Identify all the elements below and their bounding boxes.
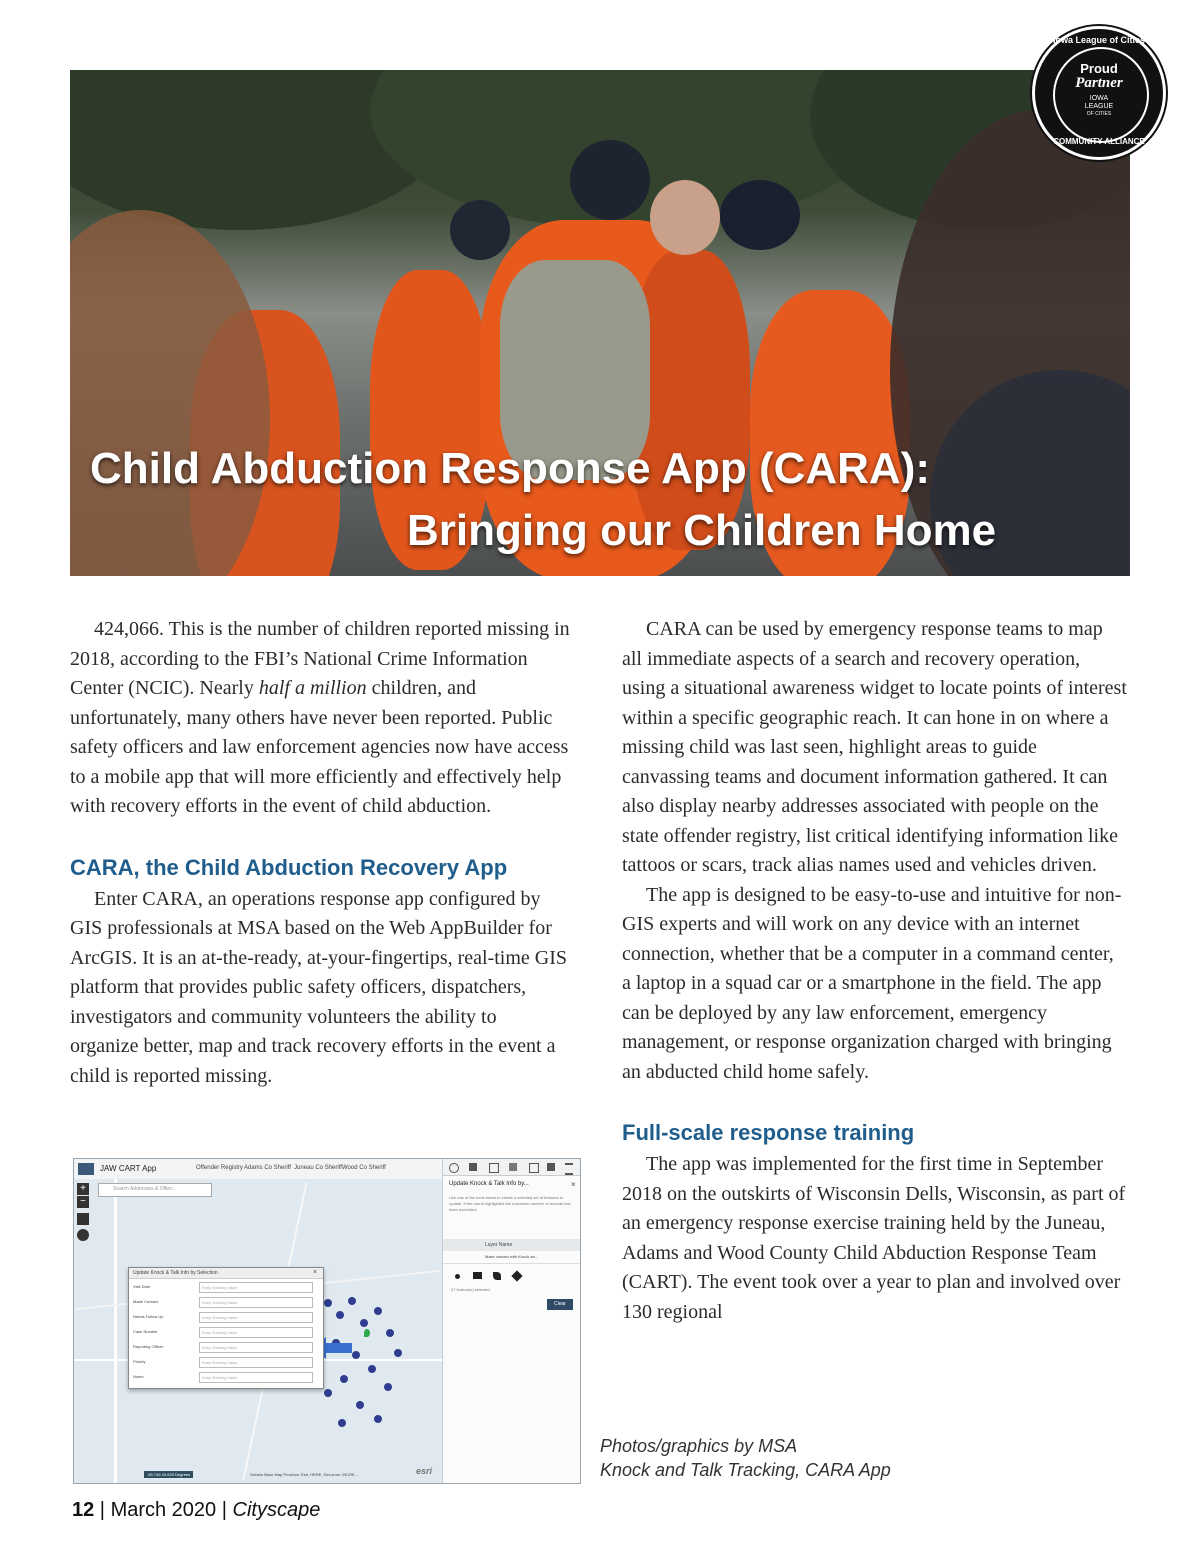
side-panel	[442, 1159, 581, 1483]
nav-juneau-sheriff[interactable]: Juneau Co Sheriff	[294, 1165, 342, 1171]
cara-app-screenshot	[73, 1158, 581, 1484]
panel-title: Update Knock & Talk Info by...	[449, 1181, 529, 1187]
dialog-field-row	[133, 1357, 319, 1368]
intro-paragraph	[70, 615, 570, 822]
panel-close-icon[interactable]: ×	[571, 1180, 576, 1189]
training-paragraph: The app was implemented for the first time in September 2018 on the outskirts of Wisconsin Dells, Wisconsin, as part of an emergency response exercise training held by the Juneau, Adams and Wood County Child Abduction Response Team (CART). The event took over a year to plan and involved over 130 regional	[622, 1153, 1126, 1323]
locate-icon[interactable]	[77, 1229, 89, 1241]
coordinate-readout: -89.746 43.629 Degrees	[144, 1471, 193, 1478]
point-tool-icon[interactable]	[455, 1274, 460, 1279]
left-column	[70, 615, 570, 1091]
dialog-field-row	[133, 1327, 319, 1338]
map-road	[114, 1179, 117, 1483]
panel-instructions: Use one of the tools below to create a selected set of features to update. If the row is highlighted the maximum number of records has been exceeded.	[449, 1195, 571, 1212]
map-point[interactable]	[324, 1389, 332, 1397]
badge-partner: Partner	[1075, 75, 1123, 91]
page-number: 12	[72, 1499, 95, 1521]
zoom-out-button[interactable]: −	[77, 1196, 89, 1208]
dialog-field-label: Case Number	[133, 1329, 158, 1334]
proud-partner-badge	[1032, 26, 1166, 160]
map-point[interactable]	[338, 1419, 346, 1427]
legend-icon[interactable]	[489, 1163, 499, 1173]
dialog-field-label: Notes	[133, 1374, 144, 1379]
search-placeholder: Search Addresses & Offen...	[113, 1186, 176, 1192]
dialog-title: Update Knock & Talk Info by Selection	[133, 1270, 218, 1276]
dialog-close-icon[interactable]: ×	[313, 1269, 318, 1276]
search-input[interactable]	[98, 1183, 212, 1197]
footer-separator: |	[94, 1499, 111, 1521]
map-point[interactable]	[374, 1415, 382, 1423]
nav-wood-sheriff[interactable]: Wood Co Sheriff	[342, 1165, 386, 1171]
map-marker-icon[interactable]	[364, 1329, 370, 1337]
info-icon[interactable]	[449, 1163, 459, 1173]
dialog-field-label: Needs Follow Up	[133, 1314, 164, 1319]
section-heading-training: Full-scale response training	[622, 1120, 915, 1145]
right-column	[622, 615, 1127, 1327]
dialog-field-row	[133, 1372, 319, 1383]
panel-toolbar	[443, 1159, 581, 1176]
screenshot-caption: Knock and Talk Tracking, CARA App	[600, 1460, 891, 1480]
callout-arrow-shaft	[322, 1343, 352, 1353]
article-title-line-2: Bringing our Children Home	[407, 506, 997, 555]
layer-table-header	[443, 1239, 581, 1251]
nav-adams-sheriff[interactable]: Adams Co Sheriff	[244, 1165, 291, 1171]
usage-paragraph: CARA can be used by emergency response teams to map all immediate aspects of a search and recovery operation, using a situational awareness widget to locate points of interest within a specific geographic reach. It can hone in on where a missing child was last seen, highlight areas to guide canvassing teams and document information gathered. It can also display nearby addresses associated with people on the state offender registry, list critical identifying information like tattoos or scars, track alias names used and vehicles driven.	[622, 618, 1127, 876]
badge-league: LEAGUE	[1084, 103, 1114, 110]
section-heading-cara: CARA, the Child Abduction Recovery App	[70, 854, 508, 880]
dialog-field-input[interactable]: Keep Existing Value	[199, 1372, 313, 1383]
dialog-field-row	[133, 1282, 319, 1293]
map-point[interactable]	[368, 1365, 376, 1373]
badge-ring-bottom: COMMUNITY ALLIANCE	[1053, 137, 1145, 146]
selected-count: 27 feature(s) selected	[451, 1287, 490, 1292]
dialog-field-input[interactable]: Keep Existing Value	[199, 1297, 313, 1308]
badge-iowa: IOWA	[1089, 95, 1109, 102]
polygon-tool-icon[interactable]	[511, 1270, 522, 1281]
home-icon[interactable]	[77, 1213, 89, 1225]
layer-name-header: Layer Name	[485, 1242, 513, 1248]
app-logo-icon	[78, 1163, 94, 1175]
dialog-field-label: Reporting Officer	[133, 1344, 164, 1349]
menu-icon[interactable]	[565, 1163, 573, 1175]
dialog-field-input[interactable]: Keep Existing Value	[199, 1312, 313, 1323]
map-view[interactable]	[74, 1179, 442, 1483]
intro-italic: half a million	[258, 677, 367, 699]
dialog-field-label: Visit Date	[133, 1284, 151, 1289]
stack-icon[interactable]	[547, 1163, 555, 1171]
intro-text: 424,066. This is the number of children reported missing in 2018, according to the FBI’s National Crime Information Center (NCIC). Nearly	[70, 618, 570, 699]
rectangle-tool-icon[interactable]	[473, 1272, 482, 1279]
map-point[interactable]	[324, 1299, 332, 1307]
dialog-field-input[interactable]: Keep Existing Value	[199, 1282, 313, 1293]
map-point[interactable]	[394, 1349, 402, 1357]
clear-button[interactable]: Clear	[547, 1299, 573, 1310]
lasso-tool-icon[interactable]	[493, 1272, 501, 1280]
dialog-field-input[interactable]: Keep Existing Value	[199, 1357, 313, 1368]
cara-paragraph: Enter CARA, an operations response app configured by GIS professionals at MSA based on the Web AppBuilder for ArcGIS. It is an at-the-ready, at-your-fingertips, real-time GIS platform that provides public safety officers, dispatchers, investigators and community volunteers the ability to organize better, map and track recovery efforts in the event a child is reported missing.	[70, 887, 568, 1087]
photo-credit: Photos/graphics by MSA	[600, 1436, 798, 1456]
intro-text-rest: children, and unfortunately, many others have never been reported. Public safety officers and law enforcement agencies now have access to a mobile app that will more efficiently and effectively help with recovery efforts in the event of child abduction.	[70, 677, 569, 817]
map-point[interactable]	[384, 1383, 392, 1391]
layers-icon[interactable]	[469, 1163, 477, 1171]
basemap-icon[interactable]	[509, 1163, 517, 1171]
list-icon[interactable]	[529, 1163, 539, 1173]
dialog-field-label: Made Contact	[133, 1299, 158, 1304]
layer-row-label: Make contact with Knock an...	[485, 1254, 539, 1259]
map-point[interactable]	[360, 1319, 368, 1327]
dialog-field-input[interactable]: Keep Existing Value	[199, 1342, 313, 1353]
dialog-field-row	[133, 1342, 319, 1353]
dialog-field-label: Priority	[133, 1359, 146, 1364]
map-point[interactable]	[374, 1307, 382, 1315]
map-point[interactable]	[356, 1401, 364, 1409]
map-point[interactable]	[348, 1297, 356, 1305]
footer-separator: |	[216, 1499, 233, 1521]
dialog-field-row	[133, 1297, 319, 1308]
dialog-header	[129, 1268, 323, 1279]
hero-photo	[70, 70, 1130, 576]
map-point[interactable]	[352, 1351, 360, 1359]
map-point[interactable]	[336, 1311, 344, 1319]
nav-offender-registry[interactable]: Offender Registry	[196, 1165, 243, 1171]
dialog-field-row	[133, 1312, 319, 1323]
update-dialog	[128, 1267, 324, 1389]
badge-of-cities: OF CITIES	[1086, 111, 1112, 117]
article-title-line-1: Child Abduction Response App (CARA):	[90, 444, 930, 493]
map-point[interactable]	[386, 1329, 394, 1337]
issue-date: March 2020	[110, 1499, 217, 1521]
badge-proud: Proud	[1080, 61, 1118, 76]
page-footer	[72, 1499, 320, 1522]
map-point[interactable]	[340, 1375, 348, 1383]
layer-row[interactable]	[443, 1251, 581, 1264]
badge-ring-top: Iowa League of Cities	[1052, 35, 1146, 45]
publication-name: Cityscape	[232, 1499, 321, 1521]
app-title: JAW CART App	[100, 1164, 157, 1173]
design-paragraph: The app is designed to be easy-to-use and intuitive for non-GIS experts and will work on any device with an internet connection, whether that be a computer in a command center, a laptop in a squad car or a smartphone in the field. The app can be deployed by any law enforcement, emergency management, or response organization charged with bringing an abducted child home safely.	[622, 883, 1122, 1083]
esri-logo: esri	[416, 1466, 433, 1476]
map-attribution: Ontario Base Map Province, Esri, HERE, DeLorme, INCRE...	[250, 1472, 359, 1477]
zoom-in-button[interactable]: +	[77, 1183, 89, 1195]
dialog-field-input[interactable]: Keep Existing Value	[199, 1327, 313, 1338]
